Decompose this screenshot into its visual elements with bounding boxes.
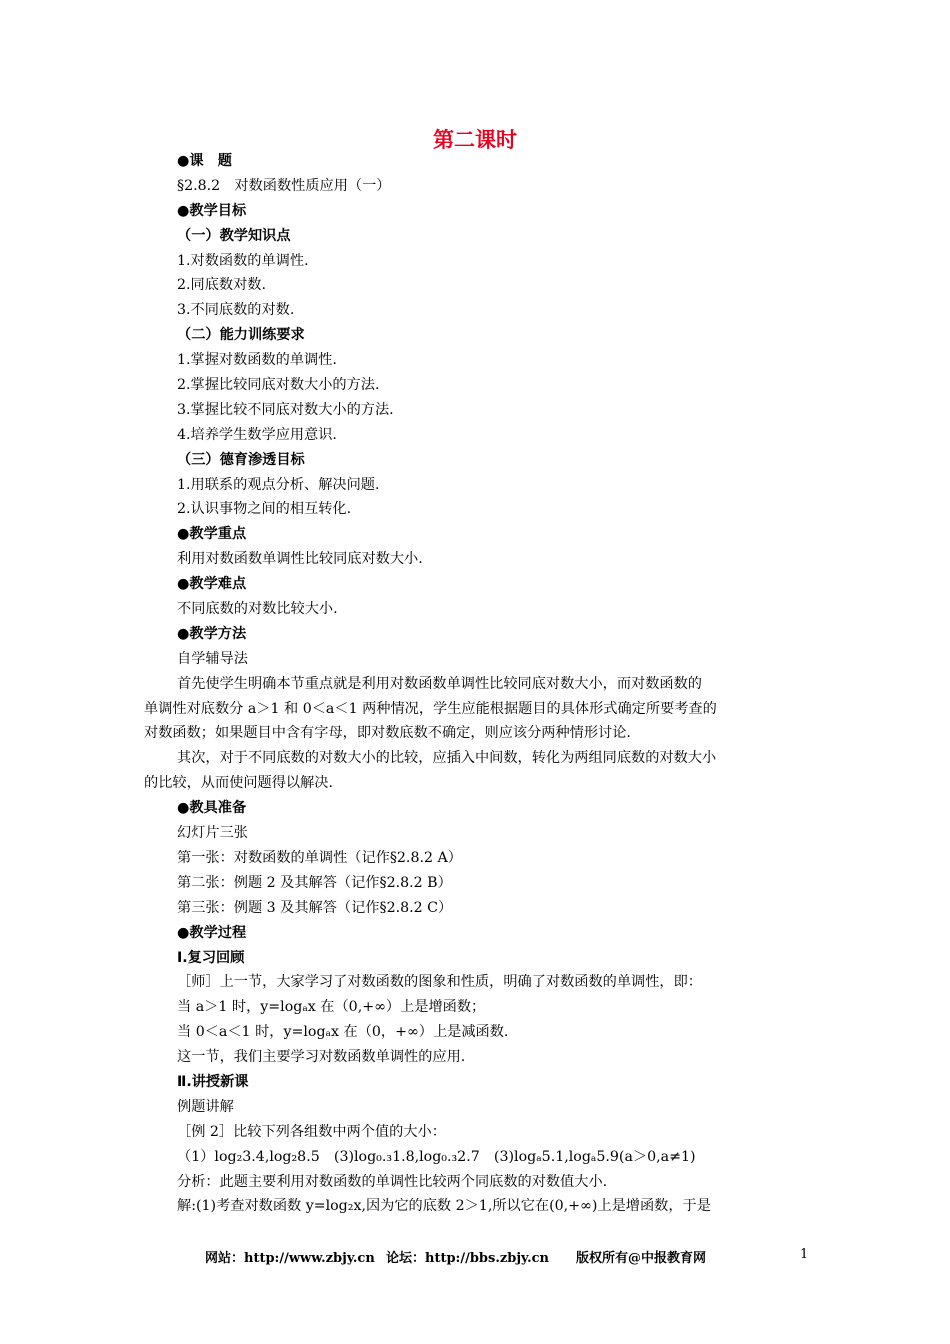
document-body	[144, 149, 807, 1219]
text-line: 当 a＞1 时，y=logₐx 在（0,+∞）上是增函数；	[177, 999, 486, 1016]
section-heading: ●教学难点	[177, 576, 247, 593]
text-line: 例题讲解	[177, 1098, 234, 1115]
text-line: 的比较，从而使问题得以解决.	[144, 775, 333, 792]
text-line: 第三张：例题 3 及其解答（记作§2.8.2 C）	[177, 899, 453, 916]
section-heading: ●教学过程	[177, 924, 247, 941]
section-heading: ●课 题	[177, 153, 232, 169]
text-line: 利用对数函数单调性比较同底对数大小.	[177, 551, 423, 568]
section-heading: ●教学重点	[177, 526, 247, 543]
section-heading: （一）教学知识点	[177, 227, 291, 244]
section-heading: （三）德育渗透目标	[177, 451, 305, 468]
text-line: 4.培养学生数学应用意识.	[177, 426, 337, 443]
text-line: 2.认识事物之间的相互转化.	[177, 501, 352, 518]
footer-forum[interactable]: 论坛：http://bbs.zbjy.cn	[386, 1251, 550, 1266]
text-line: 自学辅导法	[177, 650, 248, 667]
section-heading: Ⅰ.复习回顾	[177, 949, 245, 966]
text-line: 对数函数；如果题目中含有字母，即对数底数不确定，则应该分两种情形讨论.	[144, 725, 631, 742]
text-line: 解:(1)考查对数函数 y=log₂x,因为它的底数 2＞1,所以它在(0,+∞)上是增函数，于是	[177, 1198, 711, 1215]
text-line: 其次，对于不同底数的对数大小的比较，应插入中间数，转化为两组同底数的对数大小	[177, 750, 717, 767]
section-heading: Ⅱ.讲授新课	[177, 1073, 249, 1090]
text-line: 分析：此题主要利用对数函数的单调性比较两个同底数的对数值大小.	[177, 1173, 608, 1190]
section-heading: ●教具准备	[177, 800, 247, 817]
section-heading: （二）能力训练要求	[177, 327, 305, 344]
text-line: 2.掌握比较同底对数大小的方法.	[177, 377, 380, 394]
text-line: 单调性对底数分 a＞1 和 0＜a＜1 两种情况，学生应能根据题目的具体形式确定所要考查的	[144, 700, 717, 717]
text-line: 这一节，我们主要学习对数函数单调性的应用.	[177, 1049, 466, 1066]
text-line: 3.不同底数的对数.	[177, 302, 295, 319]
text-line: 第二张：例题 2 及其解答（记作§2.8.2 B）	[177, 874, 452, 891]
page-number: 1	[800, 1247, 809, 1262]
text-line: 1.用联系的观点分析、解决问题.	[177, 476, 380, 493]
text-line: ［例 2］比较下列各组数中两个值的大小：	[177, 1123, 446, 1140]
text-line: 1.对数函数的单调性.	[177, 252, 309, 269]
section-heading: ●教学方法	[177, 625, 247, 642]
text-line: 1.掌握对数函数的单调性.	[177, 352, 337, 369]
text-line: ［师］上一节，大家学习了对数函数的图象和性质，明确了对数函数的单调性，即：	[177, 974, 702, 991]
text-line: （1）log₂3.4,log₂8.5 (3)log₀.₃1.8,log₀.₃2.7 (3)logₐ5.1,logₐ5.9(a＞0,a≠1)	[177, 1148, 696, 1165]
footer-website[interactable]: 网站：http://www.zbjy.cn	[205, 1251, 375, 1266]
page-title: 第二课时	[433, 128, 517, 152]
text-line: 当 0＜a＜1 时，y=logₐx 在（0，+∞）上是减函数.	[177, 1024, 509, 1041]
text-line: §2.8.2 对数函数性质应用（一）	[177, 177, 391, 194]
text-line: 3.掌握比较不同底对数大小的方法.	[177, 401, 394, 418]
text-line: 首先使学生明确本节重点就是利用对数函数单调性比较同底对数大小，而对数函数的	[177, 675, 702, 692]
text-line: 不同底数的对数比较大小.	[177, 601, 338, 618]
text-line: 第一张：对数函数的单调性（记作§2.8.2 A）	[177, 849, 462, 866]
section-heading: ●教学目标	[177, 202, 247, 219]
text-line: 2.同底数对数.	[177, 277, 266, 294]
text-line: 幻灯片三张	[177, 825, 248, 842]
footer-copyright: 版权所有@中报教育网	[576, 1251, 707, 1266]
